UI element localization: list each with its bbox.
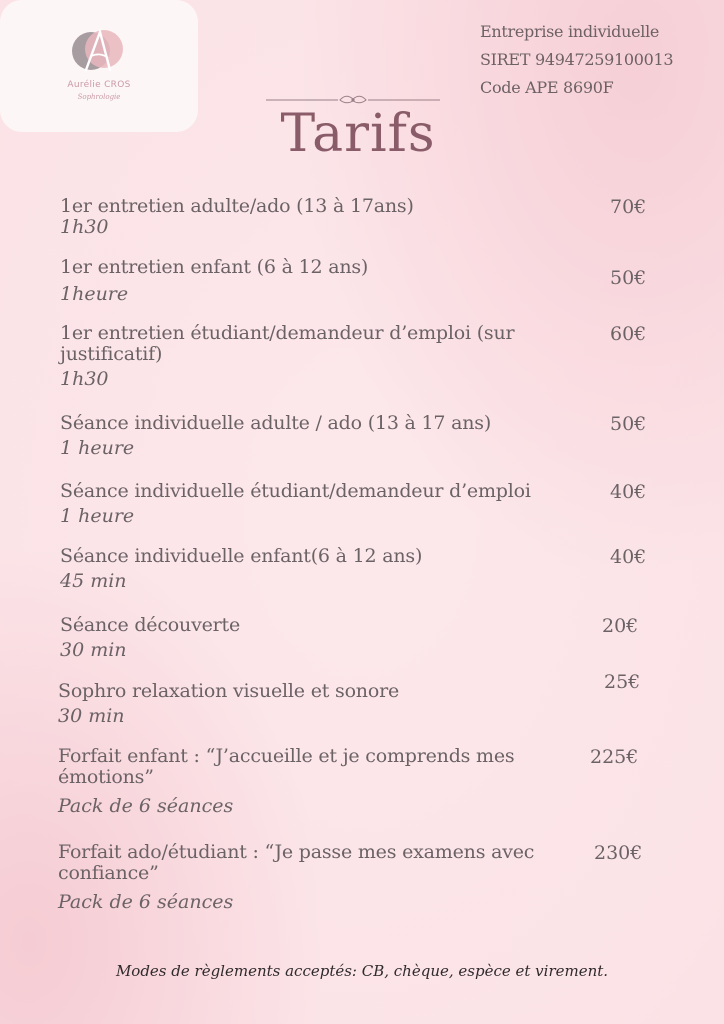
item-price: 60€ <box>610 323 647 345</box>
company-siret: SIRET 94947259100013 <box>480 50 674 69</box>
item-price: 225€ <box>590 746 639 768</box>
price-item <box>60 413 660 460</box>
price-item <box>60 323 660 391</box>
payment-methods: Modes de règlements acceptés: CB, chèque, espèce et virement. <box>115 962 609 980</box>
price-item <box>58 671 658 728</box>
item-price: 50€ <box>610 267 647 289</box>
price-item <box>60 257 660 306</box>
item-name: Forfait enfant : “J’accueille et je comprends mes émotions” <box>58 745 515 788</box>
item-duration: 1 heure <box>60 505 135 527</box>
item-price: 40€ <box>610 546 647 568</box>
item-duration: 45 min <box>60 570 127 592</box>
item-name: Sophro relaxation visuelle et sonore <box>58 680 400 702</box>
item-duration: Pack de 6 séances <box>58 891 234 913</box>
item-price: 70€ <box>610 196 647 218</box>
item-name: 1er entretien enfant (6 à 12 ans) <box>60 256 369 278</box>
logo-icon <box>70 24 124 78</box>
company-info <box>480 18 720 102</box>
item-name: Séance individuelle enfant(6 à 12 ans) <box>60 545 423 567</box>
item-price: 50€ <box>610 413 647 435</box>
item-duration: Pack de 6 séances <box>58 795 234 817</box>
price-item <box>60 481 660 528</box>
item-name: Séance individuelle adulte / ado (13 à 17 ans) <box>60 412 492 434</box>
price-item <box>58 746 658 818</box>
company-ape: Code APE 8690F <box>480 78 614 97</box>
page-title: Tarifs <box>280 104 436 164</box>
price-item <box>60 615 660 662</box>
item-duration: 1h30 <box>60 216 109 238</box>
item-name: Forfait ado/étudiant : “Je passe mes examens avec confiance” <box>58 841 535 884</box>
item-price: 20€ <box>602 615 639 637</box>
company-type: Entreprise individuelle <box>480 22 660 41</box>
item-price: 25€ <box>604 671 641 693</box>
item-duration: 1h30 <box>60 368 109 390</box>
item-price: 40€ <box>610 481 647 503</box>
item-name: 1er entretien étudiant/demandeur d’emploi (sur justificatif) <box>60 322 515 365</box>
logo-subtitle: Sophrologie <box>77 93 121 101</box>
item-name: Séance individuelle étudiant/demandeur d’emploi <box>60 480 531 502</box>
item-duration: 1 heure <box>60 437 135 459</box>
item-name: 1er entretien adulte/ado (13 à 17ans) <box>60 195 414 217</box>
price-item <box>60 546 660 593</box>
item-duration: 30 min <box>60 639 127 661</box>
item-price: 230€ <box>594 842 643 864</box>
logo-name: Aurélie CROS <box>67 80 131 90</box>
item-name: Séance découverte <box>60 614 241 636</box>
item-duration: 1heure <box>60 283 129 305</box>
item-duration: 30 min <box>58 705 125 727</box>
price-item <box>58 842 658 914</box>
price-item <box>60 196 660 239</box>
